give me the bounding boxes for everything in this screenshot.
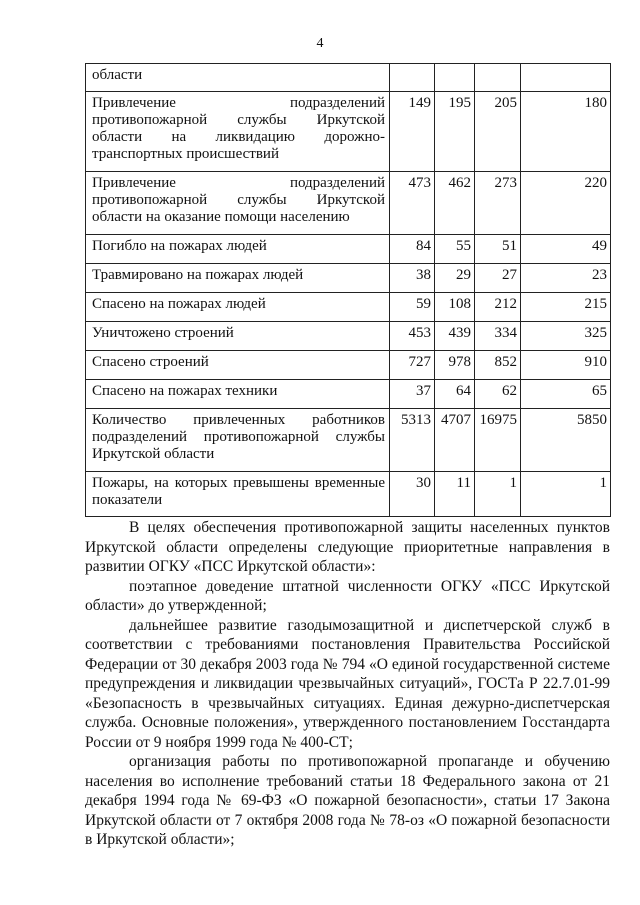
row-label: Погибло на пожарах людей <box>86 235 390 264</box>
row-label: Количество привлеченных работников подразделений противопожарной службы Иркутской области <box>86 409 390 472</box>
value-cell: 11 <box>435 472 475 517</box>
value-cell: 195 <box>435 92 475 172</box>
body-text <box>85 518 610 850</box>
table-row <box>86 322 611 351</box>
value-cell: 29 <box>435 264 475 293</box>
row-label: Привлечение подразделений противопожарной службы Иркутской области на ликвидацию дорожно-транспортных происшествий <box>86 92 390 172</box>
table-row <box>86 92 611 172</box>
value-cell: 325 <box>521 322 611 351</box>
value-cell: 180 <box>521 92 611 172</box>
value-cell: 4707 <box>435 409 475 472</box>
value-cell: 59 <box>390 293 435 322</box>
value-cell: 1 <box>521 472 611 517</box>
statistics-table <box>85 63 611 517</box>
row-label: Спасено строений <box>86 351 390 380</box>
value-cell: 65 <box>521 380 611 409</box>
value-cell: 149 <box>390 92 435 172</box>
table-row <box>86 172 611 235</box>
table-row <box>86 472 611 517</box>
value-cell: 55 <box>435 235 475 264</box>
value-cell: 27 <box>475 264 521 293</box>
value-cell: 64 <box>435 380 475 409</box>
row-label: Травмировано на пожарах людей <box>86 264 390 293</box>
table-row <box>86 380 611 409</box>
value-cell: 215 <box>521 293 611 322</box>
value-cell: 84 <box>390 235 435 264</box>
value-cell: 462 <box>435 172 475 235</box>
value-cell: 5313 <box>390 409 435 472</box>
table-row <box>86 264 611 293</box>
row-label: Привлечение подразделений противопожарной службы Иркутской области на оказание помощи населению <box>86 172 390 235</box>
row-label: области <box>86 64 390 92</box>
row-label: Спасено на пожарах людей <box>86 293 390 322</box>
table-row <box>86 235 611 264</box>
value-cell: 38 <box>390 264 435 293</box>
row-label: Спасено на пожарах техники <box>86 380 390 409</box>
table-row <box>86 409 611 472</box>
value-cell: 473 <box>390 172 435 235</box>
value-cell: 727 <box>390 351 435 380</box>
table-row <box>86 351 611 380</box>
row-label: Уничтожено строений <box>86 322 390 351</box>
paragraph: поэтапное доведение штатной численности ОГКУ «ПСС Иркутской области» до утвержденной; <box>85 577 610 614</box>
value-cell: 37 <box>390 380 435 409</box>
paragraph: В целях обеспечения противопожарной защиты населенных пунктов Иркутской области определены следующие приоритетные направления в развитии ОГКУ «ПСС Иркутской области»: <box>85 519 610 575</box>
value-cell <box>475 64 521 92</box>
value-cell <box>521 64 611 92</box>
value-cell: 978 <box>435 351 475 380</box>
value-cell: 1 <box>475 472 521 517</box>
value-cell: 439 <box>435 322 475 351</box>
value-cell <box>390 64 435 92</box>
value-cell: 62 <box>475 380 521 409</box>
value-cell: 205 <box>475 92 521 172</box>
value-cell: 51 <box>475 235 521 264</box>
value-cell: 16975 <box>475 409 521 472</box>
value-cell: 212 <box>475 293 521 322</box>
row-label: Пожары, на которых превышены временные показатели <box>86 472 390 517</box>
value-cell: 30 <box>390 472 435 517</box>
value-cell: 334 <box>475 322 521 351</box>
value-cell: 5850 <box>521 409 611 472</box>
value-cell: 453 <box>390 322 435 351</box>
page-number: 4 <box>316 36 324 51</box>
value-cell: 910 <box>521 351 611 380</box>
paragraph: дальнейшее развитие газодымозащитной и диспетчерской служб в соответствии с требованиями постановления Правительства Российской Федерации от 30 декабря 2003 года № 794 «О единой государственной системе предупреждения и ликвидации чрезвычайных ситуаций», ГОСТа Р 22.7.01-99 «Безопасность в чрезвычайных ситуациях. Единая дежурно-диспетчерская служба. Основные положения», утвержденного постановлением Госстандарта России от 9 ноября 1999 года № 400-СТ; <box>85 616 610 751</box>
value-cell: 49 <box>521 235 611 264</box>
paragraph: организация работы по противопожарной пропаганде и обучению населения во исполнение требований статьи 18 Федерального закона от 21 декабря 1994 года № 69-ФЗ «О пожарной безопасности», статьи 17 Закона Иркутской области от 7 октября 2008 года № 78-оз «О пожарной безопасности в Иркутской области»; <box>85 753 610 848</box>
table-row <box>86 293 611 322</box>
value-cell: 108 <box>435 293 475 322</box>
value-cell <box>435 64 475 92</box>
value-cell: 220 <box>521 172 611 235</box>
value-cell: 273 <box>475 172 521 235</box>
table-row <box>86 64 611 92</box>
value-cell: 23 <box>521 264 611 293</box>
value-cell: 852 <box>475 351 521 380</box>
